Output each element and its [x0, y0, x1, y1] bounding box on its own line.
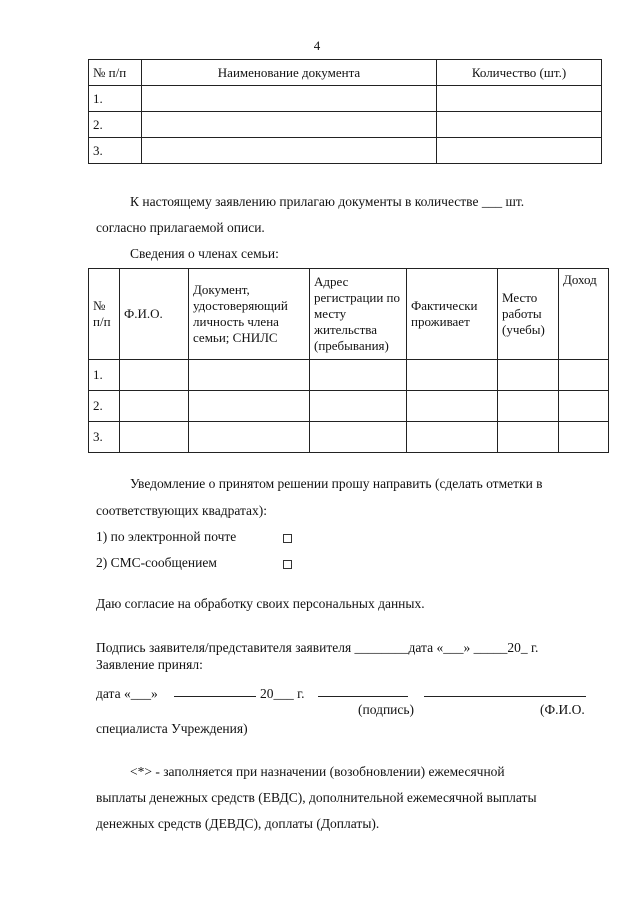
header-cell-actual-residence: Фактически проживает [407, 269, 498, 360]
quantity-cell[interactable] [437, 86, 602, 112]
document-name-cell[interactable] [142, 112, 437, 138]
sms-checkbox[interactable] [283, 560, 292, 569]
row-number: 1. [89, 360, 120, 391]
footnote-line-2: выплаты денежных средств (ЕВДС), дополнительной ежемесячной выплаты [96, 790, 537, 805]
footnote-line-3: денежных средств (ДЕВДС), доплаты (Доплаты). [96, 816, 380, 831]
table-row [89, 391, 609, 422]
table-row [89, 112, 602, 138]
date-month-line[interactable] [174, 684, 256, 697]
fio-caption: (Ф.И.О. [540, 702, 585, 717]
workplace-cell[interactable] [498, 360, 559, 391]
attach-text-line-2: согласно прилагаемой описи. [96, 220, 265, 235]
row-number: 3. [89, 138, 142, 164]
option-sms-label: 2) СМС-сообщением [96, 555, 217, 570]
quantity-cell[interactable] [437, 112, 602, 138]
residence-cell[interactable] [407, 360, 498, 391]
page-number: 4 [313, 38, 321, 53]
notify-text-line-2: соответствующих квадратах): [96, 503, 268, 518]
table-header-row [89, 60, 602, 86]
table-row [89, 422, 609, 453]
family-members-table [88, 268, 609, 453]
table-row [89, 86, 602, 112]
fio-cell[interactable] [120, 422, 189, 453]
table-header-row [89, 269, 609, 360]
income-cell[interactable] [559, 360, 609, 391]
row-number: 1. [89, 86, 142, 112]
documents-table [88, 59, 602, 164]
accepted-label: Заявление принял: [96, 657, 203, 672]
header-cell-document-name: Наименование документа [142, 60, 437, 86]
header-cell-number: № п/п [89, 60, 142, 86]
consent-text: Даю согласие на обработку своих персональных данных. [96, 596, 425, 611]
header-cell-income: Доход [559, 269, 609, 360]
workplace-cell[interactable] [498, 391, 559, 422]
header-cell-identity-doc: Документ, удостоверяющий личность члена семьи; СНИЛС [189, 269, 310, 360]
fio-cell[interactable] [120, 360, 189, 391]
email-checkbox[interactable] [283, 534, 292, 543]
income-cell[interactable] [559, 422, 609, 453]
header-cell-address: Адрес регистрации по месту жительства (пребывания) [310, 269, 407, 360]
document-name-cell[interactable] [142, 86, 437, 112]
address-cell[interactable] [310, 391, 407, 422]
fio-cell[interactable] [120, 391, 189, 422]
address-cell[interactable] [310, 422, 407, 453]
header-cell-quantity: Количество (шт.) [437, 60, 602, 86]
option-email-label: 1) по электронной почте [96, 529, 237, 544]
date-prefix: дата «___» [96, 686, 158, 701]
workplace-cell[interactable] [498, 422, 559, 453]
document-name-cell[interactable] [142, 138, 437, 164]
header-cell-workplace: Место работы (учебы) [498, 269, 559, 360]
row-number: 3. [89, 422, 120, 453]
identity-doc-cell[interactable] [189, 391, 310, 422]
attach-text-line-1: К настоящему заявлению прилагаю документы в количестве ___ шт. [130, 194, 525, 209]
footnote-line-1: <*> - заполняется при назначении (возобновлении) ежемесячной [130, 764, 505, 779]
table-row [89, 360, 609, 391]
identity-doc-cell[interactable] [189, 360, 310, 391]
address-cell[interactable] [310, 360, 407, 391]
quantity-cell[interactable] [437, 138, 602, 164]
signature-caption: (подпись) [358, 702, 415, 717]
notify-text-line-1: Уведомление о принятом решении прошу направить (сделать отметки в [130, 476, 543, 491]
family-heading: Сведения о членах семьи: [130, 246, 279, 261]
row-number: 2. [89, 391, 120, 422]
residence-cell[interactable] [407, 422, 498, 453]
signature-line: Подпись заявителя/представителя заявителя ________дата «___» _____20_ г. [96, 640, 539, 655]
residence-cell[interactable] [407, 391, 498, 422]
table-row [89, 138, 602, 164]
row-number: 2. [89, 112, 142, 138]
specialist-caption: специалиста Учреждения) [96, 721, 248, 736]
income-cell[interactable] [559, 391, 609, 422]
identity-doc-cell[interactable] [189, 422, 310, 453]
year-label: 20___ г. [260, 686, 305, 701]
header-cell-fio: Ф.И.О. [120, 269, 189, 360]
header-cell-number: № п/п [89, 269, 120, 360]
